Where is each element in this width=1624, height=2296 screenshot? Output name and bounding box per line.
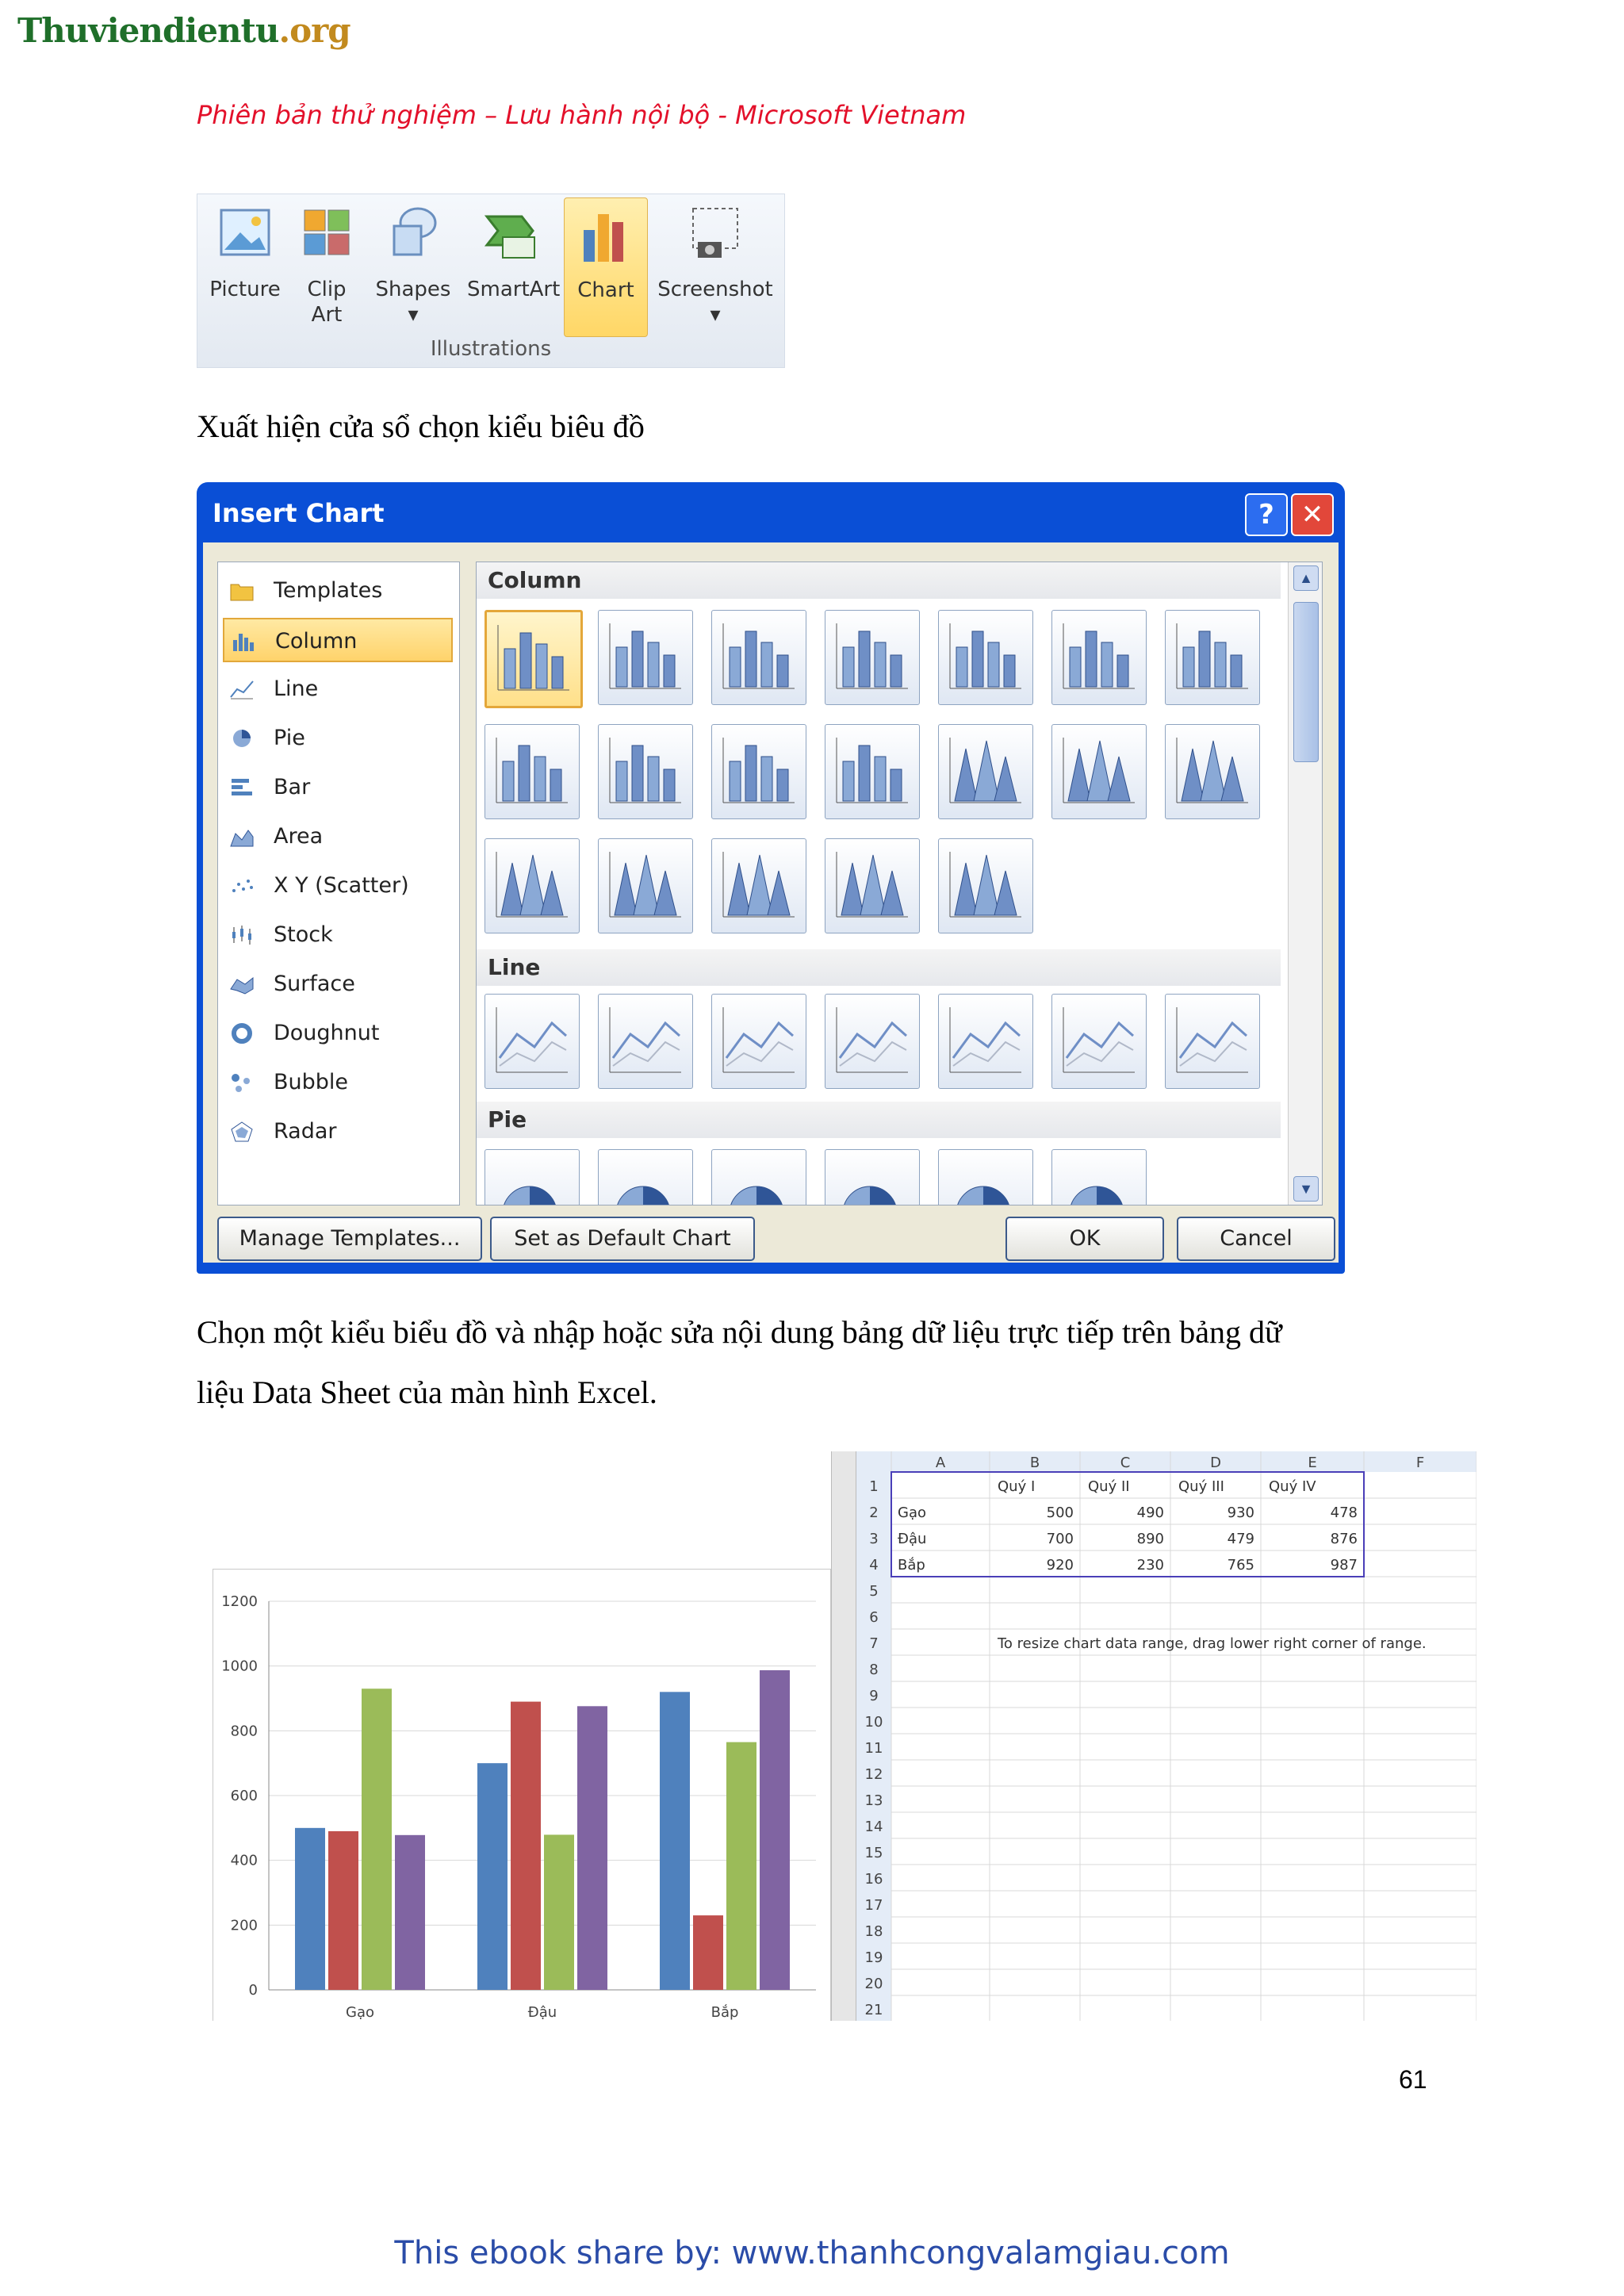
x-tick-label-1: Đậu <box>527 2004 557 2021</box>
paragraph-1: Xuất hiện cửa sổ chọn kiểu biêu đồ <box>197 408 645 444</box>
bubble-chart-icon <box>229 1071 255 1094</box>
header-note: Phiên bản thử nghiệm – Lưu hành nội bộ - Microsoft Vietnam <box>197 100 967 130</box>
chart-subtype-column-8[interactable] <box>485 724 580 819</box>
row-header-15: 15 <box>864 1845 883 1861</box>
chart-subtype-column-1[interactable] <box>485 610 583 708</box>
column-subtype-icon <box>825 839 914 928</box>
bar-1-3 <box>577 1706 607 1990</box>
chart-button[interactable] <box>564 197 648 337</box>
line-subtype-icon <box>712 995 801 1083</box>
gallery-scrollbar[interactable] <box>1288 562 1322 1205</box>
screenshot-label: Screenshot ▾ <box>657 278 773 327</box>
clip-art-button[interactable] <box>291 202 362 328</box>
set-default-chart-button[interactable]: Set as Default Chart <box>490 1217 755 1261</box>
chart-subtype-line-22[interactable] <box>711 994 806 1089</box>
x-tick-label-0: Gạo <box>346 2004 374 2021</box>
row-header-7: 7 <box>869 1635 879 1652</box>
smartart-label: SmartArt <box>467 278 561 301</box>
dialog-body <box>203 542 1339 1263</box>
column-subtype-icon <box>1166 725 1254 814</box>
bar-0-1 <box>328 1831 358 1990</box>
chart-subtype-column-15[interactable] <box>485 838 580 933</box>
chart-type-column[interactable]: Column <box>223 618 453 662</box>
ribbon-illustrations-group <box>197 194 785 368</box>
chart-subtype-pie-31[interactable] <box>938 1149 1033 1205</box>
pie-subtype-icon <box>485 1150 574 1205</box>
chart-subtype-pie-30[interactable] <box>825 1149 920 1205</box>
y-tick-label-6: 1200 <box>221 1593 258 1610</box>
chart-subtype-pie-29[interactable] <box>711 1149 806 1205</box>
line-chart-icon <box>229 678 255 700</box>
screenshot-icon <box>687 202 744 266</box>
column-subtype-icon <box>599 611 688 700</box>
bar-1-1 <box>511 1702 541 1990</box>
line-subtype-icon <box>939 995 1028 1083</box>
pie-subtype-icon <box>599 1150 688 1205</box>
clip-art-icon <box>298 202 355 266</box>
chart-subtype-column-4[interactable] <box>825 610 920 705</box>
column-subtype-icon <box>1052 725 1141 814</box>
chart-subtype-column-9[interactable] <box>598 724 693 819</box>
clip-art-label: Clip Art <box>307 278 347 327</box>
line-subtype-icon <box>825 995 914 1083</box>
bar-2-1 <box>693 1915 723 1990</box>
column-chart <box>213 1569 831 2021</box>
screenshot-button[interactable] <box>654 202 776 328</box>
column-subtype-icon <box>599 725 688 814</box>
header-cell-1: Quý II <box>1088 1478 1130 1495</box>
folder-icon <box>229 580 255 602</box>
manage-templates-button[interactable]: Manage Templates... <box>217 1217 482 1261</box>
chart-subtype-line-23[interactable] <box>825 994 920 1089</box>
chart-subtype-line-21[interactable] <box>598 994 693 1089</box>
row-header-9: 9 <box>869 1688 879 1704</box>
value-cell-0-3: 478 <box>1330 1504 1358 1521</box>
chart-subtype-column-11[interactable] <box>825 724 920 819</box>
row-header-11: 11 <box>864 1740 883 1757</box>
insert-chart-dialog <box>197 482 1345 1274</box>
chart-subtype-column-13[interactable] <box>1051 724 1147 819</box>
illustrations-group-label: Illustrations <box>430 337 552 361</box>
picture-button[interactable] <box>205 202 285 302</box>
row-header-12: 12 <box>864 1766 883 1783</box>
row-header-14: 14 <box>864 1819 883 1835</box>
scroll-up-icon[interactable]: ▲ <box>1293 565 1319 591</box>
chart-subtype-pie-27[interactable] <box>485 1149 580 1205</box>
row-header-21: 21 <box>864 2002 883 2018</box>
help-button[interactable]: ? <box>1245 493 1288 536</box>
chart-svg <box>213 1570 830 2021</box>
header-cell-3: Quý IV <box>1269 1478 1316 1495</box>
chart-icon <box>577 203 634 266</box>
row-header-8: 8 <box>869 1662 879 1678</box>
row-header-19: 19 <box>864 1949 883 1966</box>
smartart-button[interactable] <box>467 202 561 302</box>
section-line: Line <box>477 949 1281 986</box>
chart-type-scatter[interactable]: X Y (Scatter) <box>223 864 453 908</box>
chart-subtype-column-19[interactable] <box>938 838 1033 933</box>
paragraph-2-line-1: Chọn một kiểu biểu đồ và nhập hoặc sửa nội dung bảng dữ liệu trực tiếp trên bảng dữ <box>197 1314 1282 1350</box>
pie-chart-icon <box>229 727 255 749</box>
column-header-B: B <box>1029 1455 1040 1471</box>
value-cell-1-1: 890 <box>1136 1531 1164 1547</box>
footer-credit: This ebook share by: www.thanhcongvalamgiau.com <box>394 2235 1230 2271</box>
bar-0-2 <box>362 1688 392 1990</box>
row-header-1: 1 <box>869 1478 879 1495</box>
row-header-10: 10 <box>864 1714 883 1731</box>
column-header-A: A <box>935 1455 946 1471</box>
bar-2-0 <box>660 1692 690 1990</box>
column-subtype-icon <box>487 612 576 701</box>
chart-subtype-column-10[interactable] <box>711 724 806 819</box>
data-sheet <box>856 1451 1477 2021</box>
site-logo: Thuviendientu.org <box>17 11 350 50</box>
paragraph-2-line-2: liệu Data Sheet của màn hình Excel. <box>197 1374 657 1410</box>
row-header-18: 18 <box>864 1923 883 1940</box>
column-subtype-icon <box>939 611 1028 700</box>
bar-0-3 <box>395 1835 425 1990</box>
line-subtype-icon <box>485 995 574 1083</box>
section-column: Column <box>477 562 1281 599</box>
value-cell-1-0: 700 <box>1046 1531 1074 1547</box>
dialog-title: Insert Chart <box>213 498 385 528</box>
x-tick-label-2: Bắp <box>710 2004 739 2021</box>
value-cell-2-1: 230 <box>1136 1557 1164 1573</box>
ok-button[interactable]: OK <box>1005 1217 1164 1261</box>
chart-subtype-column-5[interactable] <box>938 610 1033 705</box>
y-tick-label-4: 800 <box>230 1723 258 1740</box>
close-button[interactable]: ✕ <box>1291 493 1334 536</box>
smartart-icon <box>482 202 539 266</box>
picture-icon <box>216 202 274 266</box>
y-tick-label-3: 600 <box>230 1788 258 1804</box>
column-subtype-icon <box>825 611 914 700</box>
row-header-2: 2 <box>869 1504 879 1521</box>
sheet-grid <box>856 1451 1477 2021</box>
header-cell-0: Quý I <box>998 1478 1036 1495</box>
chart-subtype-column-14[interactable] <box>1165 724 1260 819</box>
row-header-4: 4 <box>869 1557 879 1573</box>
chart-subtype-line-25[interactable] <box>1051 994 1147 1089</box>
column-subtype-icon <box>712 725 801 814</box>
chart-subtype-pie-32[interactable] <box>1051 1149 1147 1205</box>
chart-subtype-column-3[interactable] <box>711 610 806 705</box>
column-subtype-icon <box>485 839 574 928</box>
column-subtype-icon <box>939 725 1028 814</box>
area-chart-icon <box>229 826 255 848</box>
value-cell-1-3: 876 <box>1330 1531 1358 1547</box>
bar-2-2 <box>726 1742 756 1990</box>
chart-type-area[interactable]: Area <box>223 815 453 859</box>
column-header-F: F <box>1415 1455 1425 1471</box>
chart-type-list <box>217 562 460 1205</box>
scroll-down-icon[interactable]: ▼ <box>1293 1176 1319 1202</box>
row-label-1: Đậu <box>898 1531 927 1547</box>
chart-subtype-line-24[interactable] <box>938 994 1033 1089</box>
column-header-D: D <box>1210 1455 1221 1471</box>
column-header-bar <box>856 1451 1477 1472</box>
chart-type-surface[interactable]: Surface <box>223 962 453 1006</box>
row-header-13: 13 <box>864 1792 883 1809</box>
value-cell-2-0: 920 <box>1046 1557 1074 1573</box>
row-header-3: 3 <box>869 1531 879 1547</box>
column-subtype-icon <box>485 725 574 814</box>
chart-type-pie[interactable]: Pie <box>223 716 453 761</box>
chart-subtype-column-16[interactable] <box>598 838 693 933</box>
row-header-5: 5 <box>869 1583 879 1600</box>
shapes-label: Shapes ▾ <box>375 278 451 327</box>
line-subtype-icon <box>1166 995 1254 1083</box>
pie-subtype-icon <box>1052 1150 1141 1205</box>
pie-subtype-icon <box>825 1150 914 1205</box>
chart-subtype-column-17[interactable] <box>711 838 806 933</box>
chart-subtype-column-18[interactable] <box>825 838 920 933</box>
value-cell-0-2: 930 <box>1227 1504 1254 1521</box>
shapes-button[interactable] <box>373 202 453 328</box>
row-label-0: Gạo <box>898 1504 926 1521</box>
splitter-bar[interactable] <box>831 1451 856 2021</box>
stock-chart-icon <box>229 924 255 946</box>
shapes-icon <box>385 202 442 266</box>
row-header-6: 6 <box>869 1609 879 1626</box>
header-cell-2: Quý III <box>1178 1478 1224 1495</box>
chart-type-doughnut[interactable]: Doughnut <box>223 1011 453 1056</box>
bar-2-3 <box>760 1670 790 1990</box>
column-subtype-icon <box>712 839 801 928</box>
surface-chart-icon <box>229 973 255 995</box>
scatter-chart-icon <box>229 875 255 897</box>
row-header-16: 16 <box>864 1871 883 1888</box>
value-cell-0-1: 490 <box>1136 1504 1164 1521</box>
chart-type-bubble[interactable]: Bubble <box>223 1060 453 1105</box>
column-subtype-icon <box>1052 611 1141 700</box>
column-subtype-icon <box>825 725 914 814</box>
page-number: 61 <box>1399 2065 1427 2094</box>
scroll-thumb[interactable] <box>1293 602 1319 762</box>
bar-0-0 <box>295 1828 325 1990</box>
value-cell-2-3: 987 <box>1330 1557 1358 1573</box>
chart-subtype-gallery <box>476 562 1323 1205</box>
chart-subtype-column-12[interactable] <box>938 724 1033 819</box>
y-tick-label-0: 0 <box>248 1982 258 1999</box>
row-header-17: 17 <box>864 1897 883 1914</box>
value-cell-2-2: 765 <box>1227 1557 1254 1573</box>
chart-type-line[interactable]: Line <box>223 667 453 711</box>
chart-label: Chart <box>577 278 634 302</box>
pie-subtype-icon <box>939 1150 1028 1205</box>
column-subtype-icon <box>599 839 688 928</box>
pie-subtype-icon <box>712 1150 801 1205</box>
chart-type-bar[interactable]: Bar <box>223 765 453 810</box>
row-label-2: Bắp <box>898 1557 925 1573</box>
value-cell-0-0: 500 <box>1046 1504 1074 1521</box>
column-chart-icon <box>231 631 256 653</box>
chart-type-templates[interactable]: Templates <box>223 569 453 613</box>
chart-subtype-column-6[interactable] <box>1051 610 1147 705</box>
y-tick-label-1: 200 <box>230 1917 258 1934</box>
chart-subtype-line-20[interactable] <box>485 994 580 1089</box>
radar-chart-icon <box>229 1121 255 1143</box>
line-subtype-icon <box>1052 995 1141 1083</box>
chart-type-stock[interactable]: Stock <box>223 913 453 957</box>
chart-subtype-pie-28[interactable] <box>598 1149 693 1205</box>
resize-hint: To resize chart data range, drag lower right corner of range. <box>998 1635 1427 1652</box>
excel-screenshot <box>208 1451 1477 2021</box>
column-subtype-icon <box>1166 611 1254 700</box>
chart-subtype-line-26[interactable] <box>1165 994 1260 1089</box>
bar-chart-icon <box>229 776 255 799</box>
line-subtype-icon <box>599 995 688 1083</box>
y-tick-label-5: 1000 <box>221 1658 258 1675</box>
section-pie: Pie <box>477 1102 1281 1138</box>
cancel-button[interactable]: Cancel <box>1177 1217 1335 1261</box>
y-tick-label-2: 400 <box>230 1852 258 1869</box>
chart-subtype-column-2[interactable] <box>598 610 693 705</box>
column-subtype-icon <box>939 839 1028 928</box>
column-header-E: E <box>1308 1455 1317 1471</box>
chart-subtype-column-7[interactable] <box>1165 610 1260 705</box>
doughnut-chart-icon <box>229 1022 255 1045</box>
picture-label: Picture <box>209 278 281 301</box>
value-cell-1-2: 479 <box>1227 1531 1254 1547</box>
chart-type-radar[interactable]: Radar <box>223 1110 453 1154</box>
column-subtype-icon <box>712 611 801 700</box>
row-header-20: 20 <box>864 1976 883 1992</box>
bar-1-2 <box>544 1834 574 1990</box>
bar-1-0 <box>477 1763 508 1990</box>
column-header-C: C <box>1120 1455 1131 1471</box>
